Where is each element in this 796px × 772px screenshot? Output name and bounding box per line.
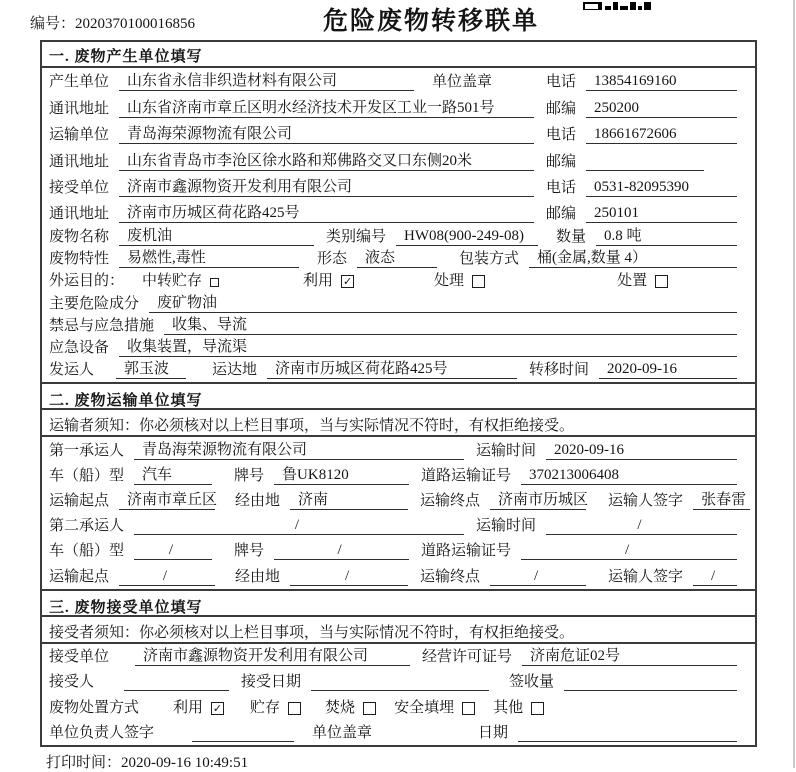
row-right-group: [546, 150, 749, 171]
accept-date-label: 接受日期: [241, 674, 302, 691]
unit-seal-label: 单位盖章: [312, 725, 373, 742]
postcode-label: 邮编: [546, 206, 577, 223]
section-header-sec2: 二. 废物运输单位填写: [42, 382, 755, 410]
disposal-landfill-checkbox: [394, 696, 475, 717]
form-row: [42, 316, 755, 338]
phone-label: 电话: [546, 179, 577, 196]
date-label: 日期: [478, 725, 509, 742]
disposal-utilize-checkbox: [173, 696, 224, 717]
emergency-measures-label: 禁忌与应急措施: [49, 317, 155, 334]
form-row: [42, 174, 755, 200]
transporter-notice: 运输者须知：你必须核对以上栏目事项，当与实际情况不符时，有权拒绝接受。: [42, 410, 755, 437]
producer-unit-label: 产生单位: [49, 74, 110, 91]
disposal-incineration-checkbox-box: [363, 702, 376, 715]
purpose-utilize-checkbox-label: 利用: [303, 273, 334, 290]
shipper-label: 发运人: [49, 362, 95, 379]
accept-unit-field: 济南市鑫源物资开发利用有限公司: [135, 647, 410, 666]
waste-characteristics-field: 易燃性,毒性: [119, 249, 299, 268]
second-signature-field: /: [693, 567, 737, 586]
second-via-field: /: [290, 567, 408, 586]
form-row: [42, 669, 755, 694]
form-row: [42, 644, 755, 669]
quantity-field: 0.8 吨: [596, 227, 737, 246]
transporter-address-field: 山东省青岛市李沧区徐水路和郑佛路交叉口东侧20米: [119, 152, 534, 171]
postcode-label: 邮编: [546, 100, 577, 117]
producer-postcode-field: 250200: [586, 99, 737, 118]
form-row: [42, 200, 755, 226]
quantity-label: 数量: [556, 228, 587, 245]
form-row: [42, 293, 755, 315]
packaging-field: 桶(金属,数量 4）: [529, 249, 737, 268]
transporter-signature-label: 运输人签字: [608, 568, 684, 585]
section-header-sec1: 一. 废物产生单位填写: [42, 42, 755, 68]
form-row: [42, 271, 755, 293]
vehicle-type-label: 车（船）型: [49, 543, 125, 560]
form-row: [42, 226, 755, 248]
date-field: [518, 723, 737, 742]
purpose-treatment-checkbox-box: [472, 275, 485, 288]
receiver-address-label: 通讯地址: [49, 206, 110, 223]
first-via-field: 济南: [290, 491, 408, 510]
receiver-unit-label: 接受单位: [49, 179, 110, 196]
row-right-group: [546, 70, 749, 91]
first-transport-date-field: 2020-09-16: [546, 441, 737, 460]
form-row: [42, 249, 755, 271]
form-row: [42, 513, 755, 538]
destination-label: 运达地: [212, 362, 258, 379]
receiver-phone-field: 0531-82095390: [586, 178, 737, 197]
form-row: [42, 694, 755, 719]
transport-unit-field: 青岛海荣源物流有限公司: [119, 125, 534, 144]
first-road-permit-field: 370213006408: [521, 466, 737, 485]
producer-address-field: 山东省济南市章丘区明水经济技术开发区工业一路501号: [119, 99, 534, 118]
accept-person-label: 接受人: [49, 674, 95, 691]
transport-date-label: 运输时间: [476, 442, 537, 459]
print-time-label: 打印时间：: [46, 755, 122, 771]
received-quantity-field: [564, 672, 737, 691]
emergency-equipment-field: 收集装置，导流渠: [119, 338, 737, 357]
disposal-incineration-checkbox-label: 焚烧: [325, 699, 356, 716]
form-row: [42, 563, 755, 588]
row-right-group: [546, 202, 749, 223]
print-time: [46, 751, 248, 772]
transporter-phone-field: 18661672606: [586, 125, 737, 144]
section-sec3: [42, 589, 755, 746]
row-left-group: [49, 202, 546, 223]
transport-end-label: 运输终点: [420, 492, 481, 509]
second-vehicle-type-field: /: [134, 541, 212, 560]
transfer-date-field: 2020-09-16: [599, 360, 737, 379]
transport-origin-label: 运输起点: [49, 568, 110, 585]
section-sec2: [42, 382, 755, 588]
purpose-treatment-checkbox: [434, 269, 485, 290]
receiver-address-field: 济南市历城区荷花路425号: [119, 204, 534, 223]
waste-form-field: 液态: [357, 249, 437, 268]
section-header-sec3: 三. 废物接受单位填写: [42, 589, 755, 617]
producer-unit-field: 山东省永信非织造材料有限公司: [119, 72, 414, 91]
transporter-address-label: 通讯地址: [49, 153, 110, 170]
first-end-field: 济南市历城区: [490, 491, 586, 510]
phone-label: 电话: [546, 74, 577, 91]
first-signature-field: 张春雷: [693, 491, 750, 510]
producer-address-label: 通讯地址: [49, 100, 110, 117]
disposal-incineration-checkbox: [325, 696, 376, 717]
producer-phone-field: 13854169160: [586, 72, 737, 91]
main-hazard-field: 废矿物油: [149, 294, 737, 313]
disposal-utilize-checkbox-box: ✓: [212, 701, 223, 715]
via-label: 经由地: [235, 492, 281, 509]
doc-number-value: 2020370100016856: [75, 16, 196, 32]
second-carrier-label: 第二承运人: [49, 518, 125, 535]
received-quantity-label: 签收量: [509, 674, 555, 691]
disposal-utilize-checkbox-label: 利用: [173, 699, 204, 716]
disposal-other-checkbox-box: [531, 702, 544, 715]
section-sec1: [42, 42, 755, 382]
form-row: [42, 720, 755, 745]
row-left-group: [49, 150, 546, 171]
waste-characteristics-label: 废物特性: [49, 250, 110, 267]
category-code-label: 类别编号: [326, 228, 387, 245]
via-label: 经由地: [235, 568, 281, 585]
row-right-group: [546, 176, 749, 197]
transporter-signature-label: 运输人签字: [608, 492, 684, 509]
doc-number-label: 编号：: [30, 16, 76, 32]
shipper-field: 郭玉波: [116, 360, 186, 379]
page-title: 危险废物转移联单: [322, 8, 539, 35]
purpose-transit-storage-checkbox-label: 中转贮存: [142, 273, 203, 290]
form-row: [42, 121, 755, 147]
unit-head-signature-label: 单位负责人签字: [49, 725, 155, 742]
transporter-postcode-field: [586, 152, 704, 171]
waste-form-label: 形态: [317, 250, 348, 267]
transport-unit-label: 运输单位: [49, 127, 110, 144]
row-left-group: [49, 123, 546, 144]
receiver-postcode-field: 250101: [586, 204, 737, 223]
emergency-measures-field: 收集、导流: [164, 316, 737, 335]
form-row: [42, 437, 755, 462]
unit-head-signature-field: [192, 723, 294, 742]
license-number-label: 经营许可证号: [422, 648, 513, 665]
destination-field: 济南市历城区荷花路425号: [267, 360, 517, 379]
row-right-group: [546, 97, 749, 118]
purpose-treatment-checkbox-label: 处理: [434, 273, 465, 290]
second-carrier-field: /: [134, 516, 464, 535]
plate-number-label: 牌号: [234, 467, 265, 484]
manifest-form-table: [40, 40, 757, 747]
second-end-field: /: [490, 567, 586, 586]
transport-date-label: 运输时间: [476, 518, 537, 535]
disposal-other-checkbox: [493, 696, 544, 717]
purpose-utilize-checkbox-box: ✓: [342, 275, 353, 289]
form-row: [42, 68, 755, 94]
license-number-field: 济南危证02号: [522, 647, 737, 666]
form-row: [42, 463, 755, 488]
waste-name-field: 废机油: [119, 227, 314, 246]
row-left-group: [49, 176, 546, 197]
disposal-other-checkbox-label: 其他: [493, 699, 524, 716]
phone-label: 电话: [546, 127, 577, 144]
disposal-storage-checkbox-label: 贮存: [250, 699, 281, 716]
form-row: [42, 538, 755, 563]
purpose-utilize-checkbox: [303, 269, 354, 290]
form-row: [42, 488, 755, 513]
first-origin-field: 济南市章丘区: [119, 491, 215, 510]
first-carrier-field: 青岛海荣源物流有限公司: [134, 441, 464, 460]
transfer-date-label: 转移时间: [529, 362, 590, 379]
row-left-group: [49, 70, 546, 91]
purpose-disposal-checkbox-box: [655, 275, 668, 288]
main-hazard-label: 主要危险成分: [49, 295, 140, 312]
waste-name-label: 废物名称: [49, 228, 110, 245]
row-right-group: [546, 123, 749, 144]
print-time-value: 2020-09-16 10:49:51: [121, 755, 249, 771]
receiver-unit-field: 济南市鑫源物资开发利用有限公司: [119, 178, 534, 197]
form-row: [42, 338, 755, 360]
transport-end-label: 运输终点: [420, 568, 481, 585]
qr-code-fragment-icon: [583, 0, 651, 10]
disposal-storage-checkbox-box: [288, 702, 301, 715]
second-plate-number-field: /: [274, 541, 409, 560]
transport-origin-label: 运输起点: [49, 492, 110, 509]
packaging-label: 包装方式: [459, 250, 520, 267]
transfer-purpose-label: 外运目的：: [49, 273, 125, 290]
purpose-transit-storage-checkbox-box: [210, 278, 219, 287]
purpose-disposal-checkbox: [617, 269, 668, 290]
emergency-equipment-label: 应急设备: [49, 340, 110, 357]
disposal-storage-checkbox: [250, 696, 301, 717]
vehicle-type-label: 车（船）型: [49, 467, 125, 484]
form-row: [42, 94, 755, 120]
disposal-method-label: 废物处置方式: [49, 699, 140, 716]
postcode-label: 邮编: [546, 153, 577, 170]
second-road-permit-field: /: [521, 541, 737, 560]
disposal-landfill-checkbox-box: [462, 702, 475, 715]
purpose-transit-storage-checkbox: [142, 269, 219, 290]
purpose-disposal-checkbox-label: 处置: [617, 273, 648, 290]
road-permit-label: 道路运输证号: [421, 543, 512, 560]
accept-date-field: [311, 672, 489, 691]
category-code-field: HW08(900-249-08): [396, 227, 538, 246]
second-origin-field: /: [119, 567, 215, 586]
page-edge-line: [793, 0, 795, 768]
accept-person-field: [124, 672, 229, 691]
first-vehicle-type-field: 汽车: [134, 466, 212, 485]
road-permit-label: 道路运输证号: [421, 467, 512, 484]
accept-unit-label: 接受单位: [49, 648, 110, 665]
disposal-landfill-checkbox-label: 安全填埋: [394, 699, 455, 716]
receiver-notice: 接受者须知：你必须核对以上栏目事项，当与实际情况不符时，有权拒绝接受。: [42, 617, 755, 644]
second-transport-date-field: /: [546, 516, 737, 535]
form-row: [42, 147, 755, 173]
unit-seal-label: 单位盖章: [432, 74, 493, 91]
row-left-group: [49, 97, 546, 118]
first-plate-number-field: 鲁UK8120: [274, 466, 409, 485]
first-carrier-label: 第一承运人: [49, 442, 125, 459]
form-row: [42, 360, 755, 382]
plate-number-label: 牌号: [234, 543, 265, 560]
